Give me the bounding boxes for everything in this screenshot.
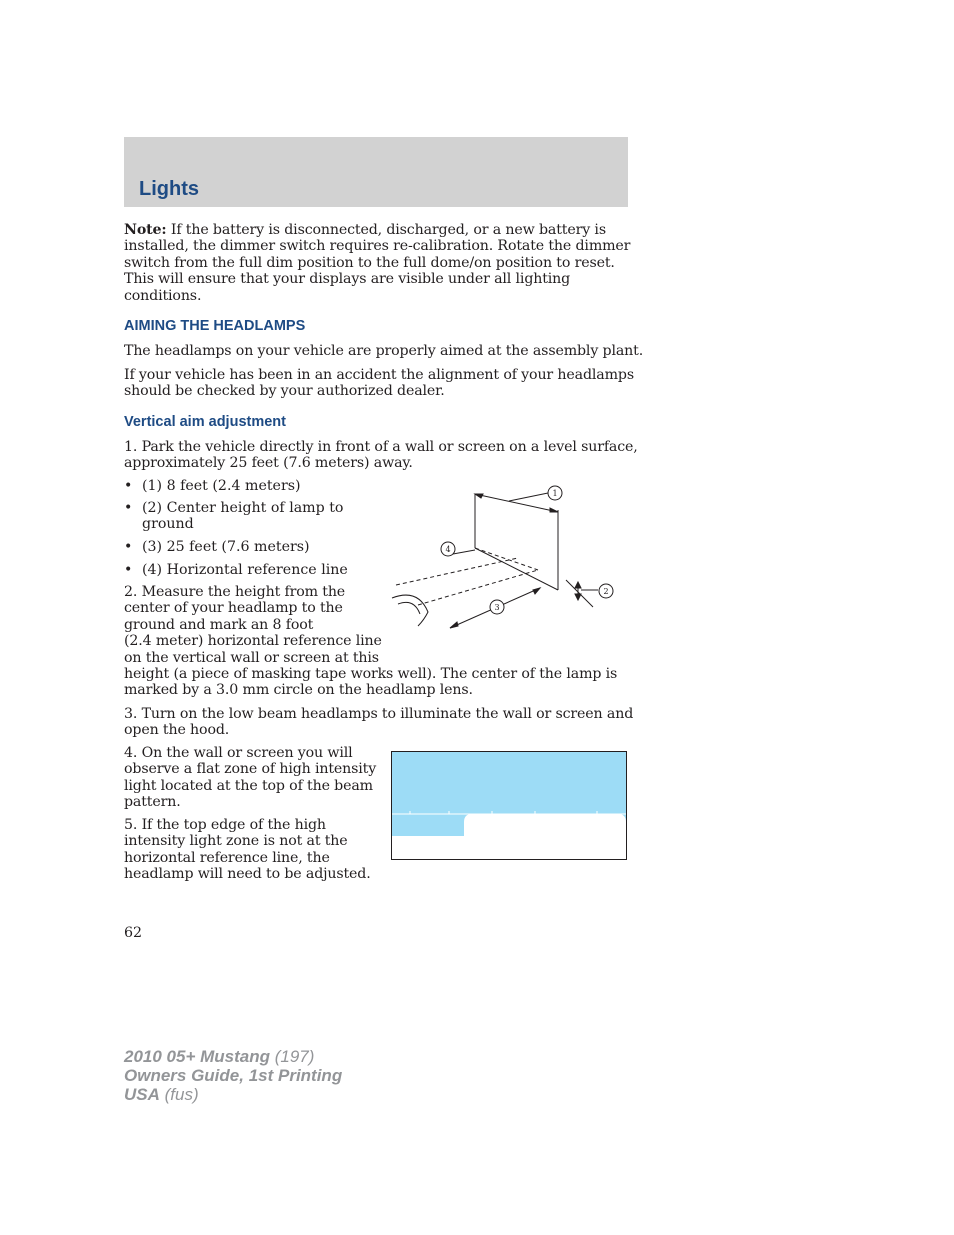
text-line: center of your headlamp to the <box>124 600 343 617</box>
bullet-text: ground <box>142 516 194 533</box>
text-line: should be checked by your authorized dealer. <box>124 383 445 400</box>
footer-text: USA <box>124 1085 160 1104</box>
bullet-text: (2) Center height of lamp to <box>142 500 344 516</box>
note-line: conditions. <box>124 287 202 304</box>
text-line: approximately 25 feet (7.6 meters) away. <box>124 455 413 472</box>
beam-pattern-svg <box>392 752 626 859</box>
footer-text: 2010 05+ Mustang <box>124 1047 270 1066</box>
bullet-text: (4) Horizontal reference line <box>142 562 348 578</box>
section-heading: AIMING THE HEADLAMPS <box>124 318 306 334</box>
paragraph-assembly: The headlamps on your vehicle are properly aimed at the assembly plant. <box>124 343 644 359</box>
footer-text: Owners Guide, 1st Printing <box>124 1066 343 1085</box>
text-line: 1. Park the vehicle directly in front of a wall or screen on a level surface, <box>124 439 638 455</box>
note-line: switch from the full dim position to the full dome/on position to reset. <box>124 254 615 271</box>
note-paragraph <box>124 222 630 304</box>
callout-3: 3 <box>494 603 500 612</box>
bullet-text: (3) 25 feet (7.6 meters) <box>142 539 310 555</box>
text-line: pattern. <box>124 794 181 811</box>
footer-text: (fus) <box>159 1085 199 1104</box>
bullet-dot: • <box>124 539 133 555</box>
text-line: height (a piece of masking tape works well). The center of the lamp is <box>124 666 618 683</box>
vehicle-front-outline <box>392 595 428 626</box>
beam-line-wall <box>475 548 538 570</box>
callout-4: 4 <box>445 545 451 554</box>
text-line: headlamp will need to be adjusted. <box>124 866 371 883</box>
note-line: installed, the dimmer switch requires re-calibration. Rotate the dimmer <box>124 238 631 255</box>
text-line: marked by a 3.0 mm circle on the headlamp lens. <box>124 682 473 699</box>
text-line: 2. Measure the height from the <box>124 584 346 600</box>
footer-imprint <box>124 1047 342 1104</box>
paragraph-accident <box>124 367 634 400</box>
bullet-dot: • <box>124 478 133 494</box>
arrowhead <box>575 594 581 600</box>
text-line: horizontal reference line, the <box>124 849 330 866</box>
beam-line-lower <box>418 570 538 605</box>
headlamp-aiming-diagram <box>388 480 628 640</box>
note-label: Note: <box>124 222 167 238</box>
callout-1: 1 <box>552 489 558 498</box>
note-line: If the battery is disconnected, discharged, or a new battery is <box>166 222 606 238</box>
arrowhead <box>450 622 458 628</box>
bullet-dot: • <box>124 562 133 578</box>
arrowhead <box>575 582 581 588</box>
text-line: observe a flat zone of high intensity <box>124 761 377 778</box>
subsection-heading: Vertical aim adjustment <box>124 414 286 430</box>
arrowhead <box>533 588 540 594</box>
text-line: (2.4 meter) horizontal reference line <box>124 633 382 650</box>
dimension-1-line <box>475 494 558 512</box>
step-4 <box>124 745 376 811</box>
bullet-text: (1) 8 feet (2.4 meters) <box>142 478 301 494</box>
step-5 <box>124 817 371 883</box>
step-1 <box>124 439 638 472</box>
text-line: 5. If the top edge of the high <box>124 817 326 833</box>
text-line: ground and mark an 8 foot <box>124 616 314 633</box>
callout-2: 2 <box>603 587 609 596</box>
step-3 <box>124 706 633 739</box>
note-line: This will ensure that your displays are visible under all lighting <box>124 271 571 288</box>
headlamp-outline <box>398 602 420 614</box>
section-title: Lights <box>139 178 199 200</box>
page-number: 62 <box>124 925 143 941</box>
high-intensity-zone <box>392 752 626 836</box>
text-line: light located at the top of the beam <box>124 777 373 794</box>
bullet-dot: • <box>124 500 133 516</box>
arrowhead <box>550 508 558 512</box>
beam-pattern-figure <box>391 751 627 860</box>
text-line: 3. Turn on the low beam headlamps to illuminate the wall or screen and <box>124 706 634 722</box>
text-line: open the hood. <box>124 722 230 739</box>
leader-line <box>509 493 548 501</box>
text-line: intensity light zone is not at the <box>124 833 348 850</box>
section-header-band <box>124 137 628 207</box>
footer-text: (197) <box>270 1047 315 1066</box>
arrowhead <box>475 494 483 498</box>
horizontal-reference-line <box>475 548 558 590</box>
text-line: on the vertical wall or screen at this <box>124 649 379 666</box>
leader-line <box>453 550 475 554</box>
text-line: 4. On the wall or screen you will <box>124 745 353 761</box>
text-line: If your vehicle has been in an accident the alignment of your headlamps <box>124 367 634 383</box>
